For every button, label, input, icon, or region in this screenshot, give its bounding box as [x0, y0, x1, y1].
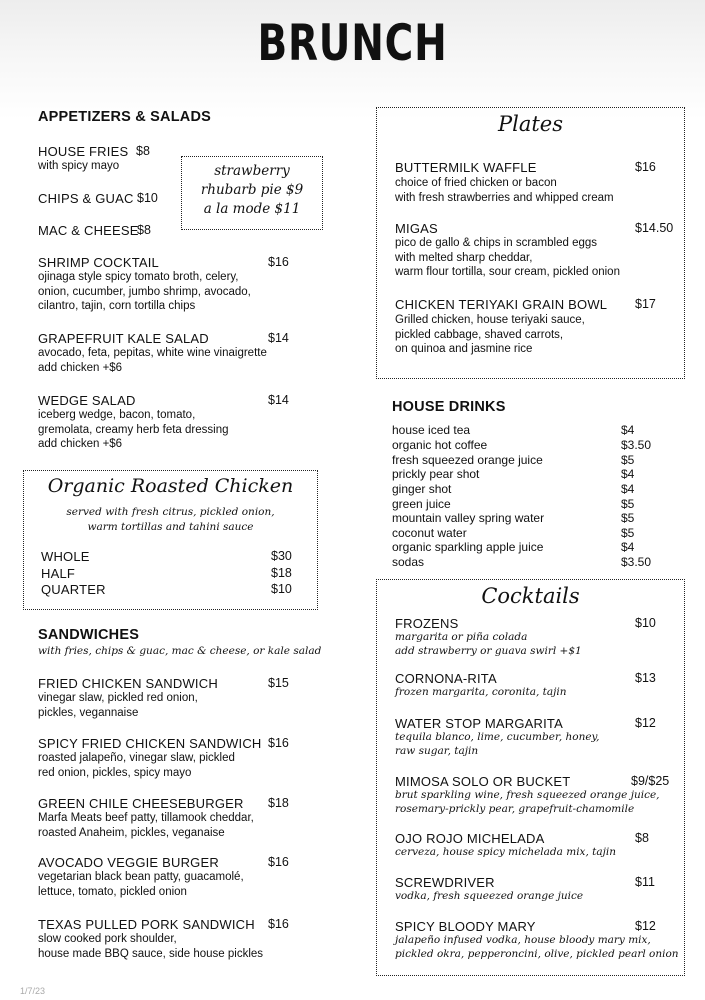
- cocktail-desc: frozen margarita, coronita, tajin: [395, 686, 567, 698]
- plate-desc: [395, 313, 585, 357]
- drink-name: sodas: [392, 555, 425, 569]
- cocktail-name: WATER STOP MARGARITA: [395, 716, 563, 731]
- desc-line: pickled cabbage, shaved carrots,: [395, 328, 564, 341]
- pie-line-2: rhubarb pie $9: [200, 182, 304, 198]
- drink-name: mountain valley spring water: [392, 511, 545, 525]
- desc-line: choice of fried chicken or bacon: [395, 177, 557, 189]
- desc-line: slow cooked pork shoulder,: [38, 933, 177, 945]
- desc-line: onion, cucumber, jumbo shrimp, avocado,: [38, 285, 251, 298]
- drink-price: $4: [621, 482, 635, 496]
- desc-line: warm tortillas and tahini sauce: [87, 520, 254, 533]
- roasted-chicken-desc: [24, 505, 317, 534]
- cocktail-price: $12: [635, 919, 656, 933]
- pie-line-3: a la mode $11: [203, 201, 301, 217]
- cocktail-price: $10: [635, 616, 656, 630]
- cocktail-desc: [395, 731, 599, 758]
- drink-name: ginger shot: [392, 482, 452, 496]
- page-title: BRUNCH: [257, 14, 448, 72]
- desc-line: pickles, vegannaise: [38, 706, 139, 719]
- house-drinks-heading: HOUSE DRINKS: [392, 399, 506, 415]
- desc-line: with fresh strawberries and whipped cream: [395, 191, 614, 204]
- sandwich-price: $16: [268, 917, 289, 931]
- drink-price: $3.50: [621, 555, 652, 569]
- cocktail-price: $9/$25: [631, 774, 670, 788]
- desc-line: tequila blanco, lime, cucumber, honey,: [395, 731, 600, 743]
- sandwich-price: $15: [268, 676, 289, 690]
- cocktail-desc: [395, 934, 679, 961]
- desc-line: Grilled chicken, house teriyaki sauce,: [395, 314, 585, 326]
- sandwich-name: TEXAS PULLED PORK SANDWICH: [38, 917, 255, 932]
- chicken-size-whole: WHOLE: [41, 549, 90, 564]
- plate-desc: [395, 176, 614, 205]
- drink-name: organic sparkling apple juice: [392, 540, 544, 554]
- desc-line: raw sugar, tajin: [395, 744, 479, 757]
- cocktail-name: MIMOSA SOLO OR BUCKET: [395, 774, 571, 789]
- house-fries-desc: with spicy mayo: [38, 160, 120, 172]
- desc-line: roasted jalapeño, vinegar slaw, pickled: [38, 752, 235, 764]
- roasted-chicken-title: Organic Roasted Chicken: [47, 475, 294, 497]
- drink-price: $5: [621, 453, 635, 467]
- desc-line: ojinaga style spicy tomato broth, celery,: [38, 271, 239, 283]
- sandwich-price: $18: [268, 796, 289, 810]
- sandwiches-subheading: with fries, chips & guac, mac & cheese, or kale salad: [38, 645, 322, 657]
- plates-box: [376, 107, 685, 379]
- desc-line: jalapeño infused vodka, house bloody mary mix,: [395, 934, 651, 946]
- plates-title: Plates: [497, 112, 563, 136]
- cocktails-title: Cocktails: [481, 584, 580, 608]
- cocktail-name: FROZENS: [395, 616, 459, 631]
- plate-name: CHICKEN TERIYAKI GRAIN BOWL: [395, 297, 608, 312]
- plate-name: BUTTERMILK WAFFLE: [395, 160, 537, 175]
- drink-price: $5: [621, 497, 635, 511]
- cocktail-name: SPICY BLOODY MARY: [395, 919, 536, 934]
- plate-price: $14.50: [635, 221, 674, 235]
- grapefruit-salad-desc: [38, 346, 267, 375]
- cocktail-desc: vodka, fresh squeezed orange juice: [395, 890, 584, 902]
- cocktail-name: OJO ROJO MICHELADA: [395, 831, 545, 846]
- chicken-size-half: HALF: [41, 566, 76, 581]
- desc-line: avocado, feta, pepitas, white wine vinaigrette: [38, 347, 267, 359]
- drink-price: $4: [621, 467, 635, 481]
- desc-line: vinegar slaw, pickled red onion,: [38, 692, 198, 704]
- appetizers-heading: APPETIZERS & SALADS: [38, 109, 211, 125]
- roasted-chicken-box: [23, 470, 318, 610]
- wedge-salad-name: WEDGE SALAD: [38, 393, 136, 408]
- drink-price: $4: [621, 423, 635, 437]
- desc-line: on quinoa and jasmine rice: [395, 343, 533, 355]
- drink-name: house iced tea: [392, 423, 471, 437]
- desc-line: gremolata, creamy herb feta dressing: [38, 423, 229, 436]
- desc-line: house made BBQ sauce, side house pickles: [38, 947, 264, 960]
- chips-guac-price: $10: [137, 191, 158, 205]
- plate-price: $17: [635, 297, 656, 311]
- drink-name: prickly pear shot: [392, 467, 480, 481]
- desc-line: add chicken +$6: [38, 438, 123, 450]
- drink-price: $3.50: [621, 438, 652, 452]
- desc-line: with melted sharp cheddar,: [395, 251, 533, 264]
- wedge-salad-price: $14: [268, 393, 289, 407]
- mac-cheese-name: MAC & CHEESE: [38, 223, 139, 238]
- desc-line: iceberg wedge, bacon, tomato,: [38, 409, 196, 421]
- mac-cheese-price: $8: [137, 223, 151, 237]
- chicken-size-quarter: QUARTER: [41, 582, 106, 597]
- drink-name: fresh squeezed orange juice: [392, 453, 543, 467]
- cocktail-price: $12: [635, 716, 656, 730]
- sandwich-desc: [38, 870, 244, 899]
- cocktail-price: $13: [635, 671, 656, 685]
- desc-line: pickled okra, pepperoncini, olive, pickled pearl onion: [395, 947, 679, 960]
- sandwich-desc: [38, 691, 198, 720]
- desc-line: margarita or piña colada: [395, 631, 528, 643]
- desc-line: pico de gallo & chips in scrambled eggs: [395, 237, 598, 249]
- wedge-salad-desc: [38, 408, 228, 452]
- desc-line: cilantro, tajin, corn tortilla chips: [38, 300, 196, 312]
- cocktails-box: [376, 579, 685, 976]
- footer-date: 1/7/23: [20, 986, 46, 996]
- grapefruit-salad-name: GRAPEFRUIT KALE SALAD: [38, 331, 209, 346]
- sandwich-price: $16: [268, 855, 289, 869]
- chicken-price-half: $18: [271, 566, 292, 580]
- sandwich-desc: [38, 932, 263, 961]
- drink-name: coconut water: [392, 526, 467, 540]
- desc-line: lettuce, tomato, pickled onion: [38, 885, 187, 898]
- shrimp-cocktail-desc: [38, 270, 251, 314]
- shrimp-cocktail-name: SHRIMP COCKTAIL: [38, 255, 159, 270]
- sandwiches-heading: SANDWICHES: [38, 627, 140, 643]
- drink-price: $4: [621, 540, 635, 554]
- plate-price: $16: [635, 160, 656, 174]
- desc-line: served with fresh citrus, pickled onion,: [66, 506, 275, 518]
- cocktail-price: $11: [635, 875, 655, 889]
- desc-line: warm flour tortilla, sour cream, pickled onion: [395, 266, 620, 278]
- desc-line: add chicken +$6: [38, 361, 123, 374]
- drink-name: green juice: [392, 497, 451, 511]
- drink-price: $5: [621, 511, 635, 525]
- cocktail-name: CORNONA-RITA: [395, 671, 497, 686]
- shrimp-cocktail-price: $16: [268, 255, 289, 269]
- cocktail-price: $8: [635, 831, 649, 845]
- cocktail-desc: cerveza, house spicy michelada mix, tajin: [395, 846, 617, 858]
- drink-name: organic hot coffee: [392, 438, 488, 452]
- chicken-price-quarter: $10: [271, 582, 292, 596]
- sandwich-name: SPICY FRIED CHICKEN SANDWICH: [38, 736, 262, 751]
- desc-line: vegetarian black bean patty, guacamolé,: [38, 871, 244, 883]
- sandwich-price: $16: [268, 736, 289, 750]
- house-fries-name: HOUSE FRIES: [38, 144, 129, 159]
- pie-special-box: [181, 156, 323, 230]
- plate-name: MIGAS: [395, 221, 438, 236]
- chips-guac-name: CHIPS & GUAC: [38, 191, 134, 206]
- drink-price: $5: [621, 526, 635, 540]
- sandwich-name: AVOCADO VEGGIE BURGER: [38, 855, 219, 870]
- desc-line: Marfa Meats beef patty, tillamook cheddar,: [38, 812, 254, 824]
- chicken-price-whole: $30: [271, 549, 292, 563]
- house-fries-price: $8: [136, 144, 150, 158]
- desc-line: red onion, pickles, spicy mayo: [38, 766, 192, 779]
- cocktail-desc: [395, 631, 582, 658]
- desc-line: rosemary-prickly pear, grapefruit-chamomile: [395, 802, 635, 815]
- desc-line: add strawberry or guava swirl +$1: [395, 644, 582, 657]
- plate-desc: [395, 236, 620, 280]
- sandwich-desc: [38, 811, 254, 840]
- sandwich-desc: [38, 751, 235, 780]
- sandwich-name: FRIED CHICKEN SANDWICH: [38, 676, 218, 691]
- cocktail-desc: [395, 789, 660, 816]
- pie-line-1: strawberry: [214, 163, 290, 179]
- sandwich-name: GREEN CHILE CHEESEBURGER: [38, 796, 244, 811]
- cocktail-name: SCREWDRIVER: [395, 875, 495, 890]
- grapefruit-salad-price: $14: [268, 331, 289, 345]
- desc-line: roasted Anaheim, pickles, veganaise: [38, 826, 225, 839]
- desc-line: brut sparkling wine, fresh squeezed orange juice,: [395, 789, 660, 801]
